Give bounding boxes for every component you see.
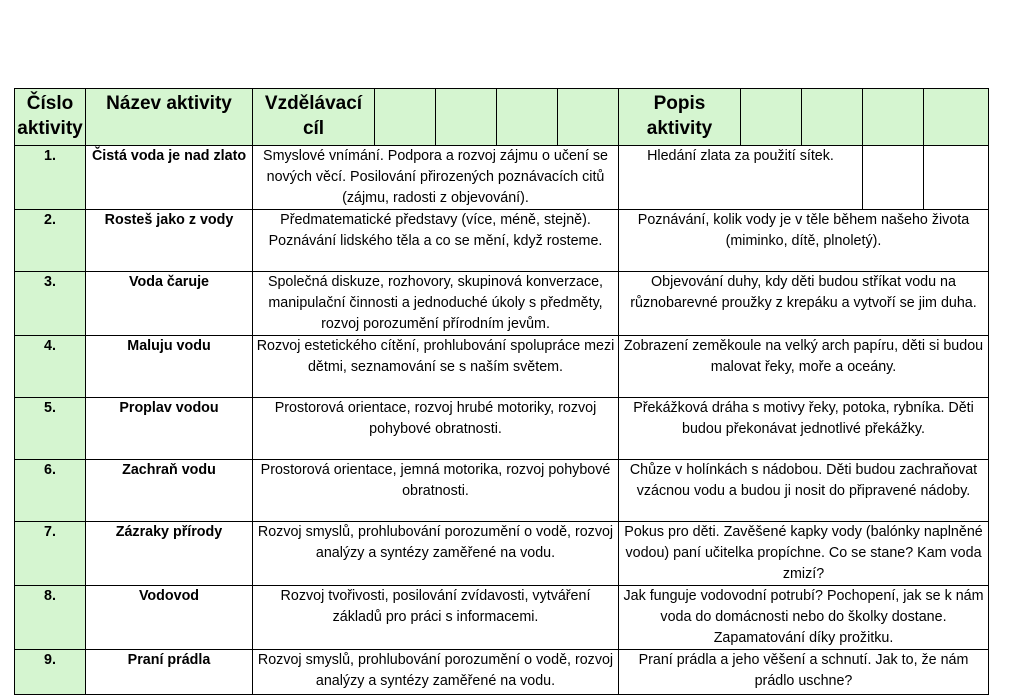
table-row: [15, 398, 989, 460]
activity-goal: Rozvoj smyslů, prohlubování porozumění o vodě, rozvoj analýzy a syntézy zaměřené na vodu.: [253, 650, 619, 695]
header-number: Číslo aktivity: [15, 89, 86, 146]
activity-description: Pokus pro děti. Zavěšené kapky vody (balónky naplněné vodou) paní učitelka propíchne. Co se stane? Kam voda zmizí?: [619, 522, 989, 586]
activity-description: Objevování duhy, kdy děti budou stříkat vodu na různobarevné proužky z krepáku a vytvoří se jim duha.: [619, 272, 989, 336]
activity-number: 9.: [15, 650, 86, 695]
activity-goal: Rozvoj smyslů, prohlubování porozumění o vodě, rozvoj analýzy a syntézy zaměřené na vodu.: [253, 522, 619, 586]
activity-name: Vodovod: [86, 586, 253, 650]
activity-goal: Prostorová orientace, rozvoj hrubé motoriky, rozvoj pohybové obratnosti.: [253, 398, 619, 460]
table-row: [15, 586, 989, 650]
activity-goal: Smyslové vnímání. Podpora a rozvoj zájmu o učení se nových věcí. Posilování přirozených poznávacích citů (zájmu, radosti z objevování).: [253, 146, 619, 210]
header-empty-cell: [558, 89, 619, 146]
activity-name: Maluju vodu: [86, 336, 253, 398]
activity-name: Voda čaruje: [86, 272, 253, 336]
empty-cell: [924, 146, 989, 210]
activity-goal: Prostorová orientace, jemná motorika, rozvoj pohybové obratnosti.: [253, 460, 619, 522]
table-row: [15, 460, 989, 522]
header-empty-cell: [375, 89, 436, 146]
table-row: [15, 336, 989, 398]
activity-number: 2.: [15, 210, 86, 272]
activity-description: Zobrazení zeměkoule na velký arch papíru, děti si budou malovat řeky, moře a oceány.: [619, 336, 989, 398]
activity-description: Chůze v holínkách s nádobou. Děti budou zachraňovat vzácnou vodu a budou ji nosit do připravené nádoby.: [619, 460, 989, 522]
header-empty-cell: [741, 89, 802, 146]
header-empty-cell: [436, 89, 497, 146]
activity-number: 8.: [15, 586, 86, 650]
activity-description: Praní prádla a jeho věšení a schnutí. Jak to, že nám prádlo uschne?: [619, 650, 989, 695]
activity-number: 1.: [15, 146, 86, 210]
activity-number: 3.: [15, 272, 86, 336]
header-empty-cell: [802, 89, 863, 146]
activity-name: Zázraky přírody: [86, 522, 253, 586]
table-row: [15, 210, 989, 272]
activity-description: Jak funguje vodovodní potrubí? Pochopení, jak se k nám voda do domácnosti nebo do školky dostane. Zapamatování díky prožitku.: [619, 586, 989, 650]
activity-name: Praní prádla: [86, 650, 253, 695]
activity-table: [14, 88, 989, 695]
activity-number: 4.: [15, 336, 86, 398]
activity-number: 6.: [15, 460, 86, 522]
header-empty-cell: [863, 89, 924, 146]
activity-name: Proplav vodou: [86, 398, 253, 460]
activity-number: 5.: [15, 398, 86, 460]
activity-goal: Předmatematické představy (více, méně, stejně). Poznávání lidského těla a co se mění, když rosteme.: [253, 210, 619, 272]
activity-description: Hledání zlata za použití sítek.: [619, 146, 863, 210]
header-row: [15, 89, 989, 146]
activity-name: Čistá voda je nad zlato: [86, 146, 253, 210]
table-row: [15, 522, 989, 586]
header-goal: Vzdělávací cíl: [253, 89, 375, 146]
activity-description: Překážková dráha s motivy řeky, potoka, rybníka. Děti budou překonávat jednotlivé překážky.: [619, 398, 989, 460]
header-empty-cell: [497, 89, 558, 146]
table-row: [15, 272, 989, 336]
activity-goal: Rozvoj tvořivosti, posilování zvídavosti, vytváření základů pro práci s informacemi.: [253, 586, 619, 650]
header-description: Popis aktivity: [619, 89, 741, 146]
table-row: [15, 650, 989, 695]
empty-cell: [863, 146, 924, 210]
activity-number: 7.: [15, 522, 86, 586]
header-name: Název aktivity: [86, 89, 253, 146]
activity-name: Zachraň vodu: [86, 460, 253, 522]
table-row: [15, 146, 989, 210]
header-empty-cell: [924, 89, 989, 146]
activity-name: Rosteš jako z vody: [86, 210, 253, 272]
activity-goal: Rozvoj estetického cítění, prohlubování spolupráce mezi dětmi, seznamování se s naším světem.: [253, 336, 619, 398]
activity-goal: Společná diskuze, rozhovory, skupinová konverzace, manipulační činnosti a jednoduché úkoly s předměty, rozvoj porozumění přírodním jevům.: [253, 272, 619, 336]
activity-description: Poznávání, kolik vody je v těle během našeho života (miminko, dítě, plnoletý).: [619, 210, 989, 272]
